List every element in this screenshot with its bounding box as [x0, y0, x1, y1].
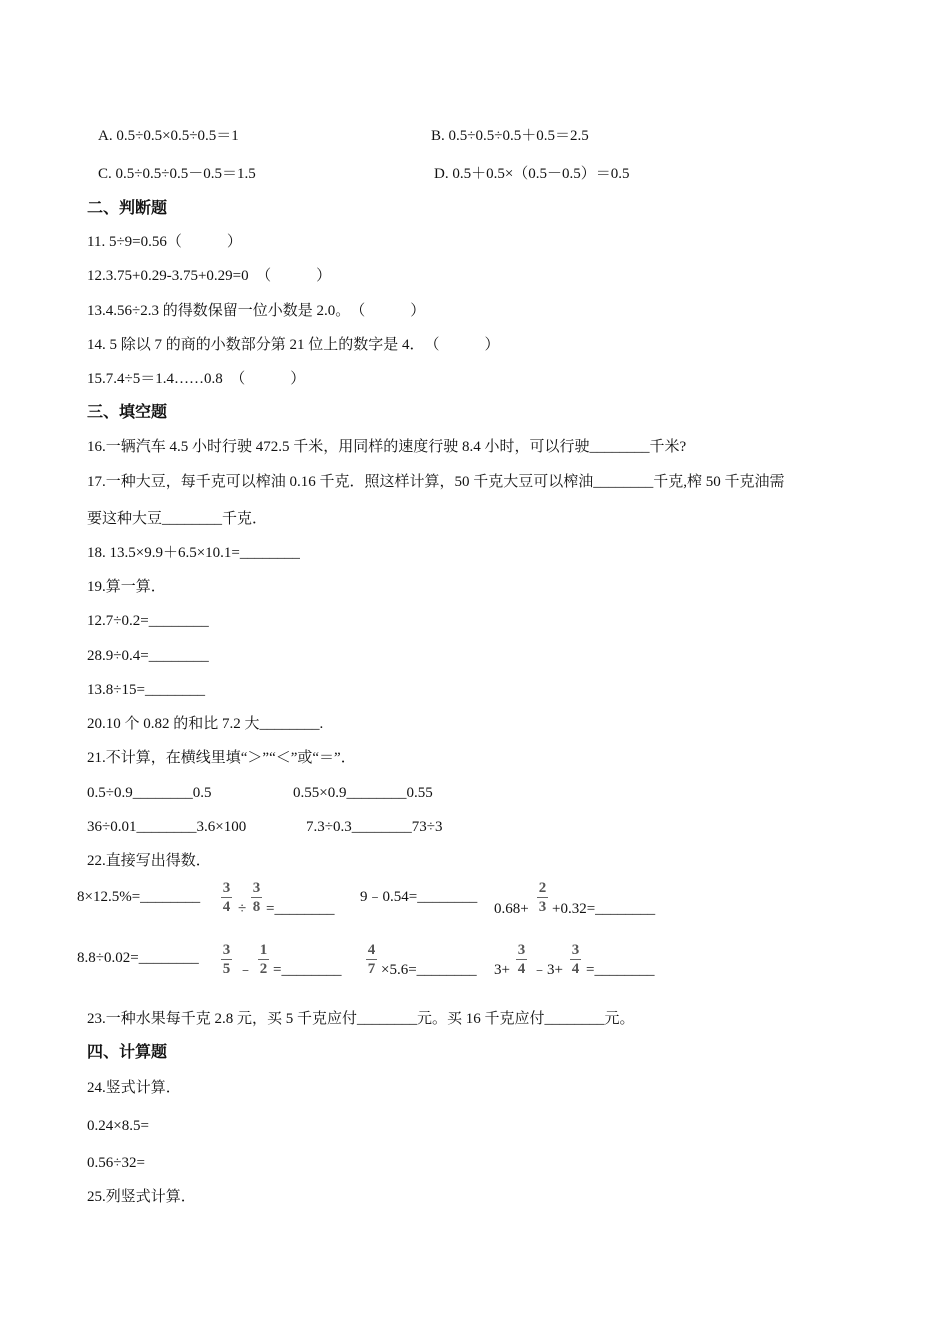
denominator: 5 — [222, 961, 231, 977]
q22-r2-b-op: ﹣ — [238, 962, 254, 978]
q22-r2-c-post: ×5.6=________ — [381, 962, 477, 978]
section-title-fill-in: 三、填空题 — [87, 404, 168, 421]
numerator: 2 — [538, 880, 547, 896]
question-18: 18. 13.5×9.9＋6.5×10.1=________ — [87, 545, 300, 561]
q22-r1-d-pre: 0.68+ — [494, 901, 529, 917]
numerator: 3 — [252, 880, 261, 896]
question-12: 12.3.75+0.29-3.75+0.29=0 （ ） — [87, 268, 332, 284]
question-11: 11. 5÷9=0.56（ ） — [87, 234, 242, 250]
option-b: B. 0.5÷0.5÷0.5＋0.5＝2.5 — [431, 128, 589, 144]
q22-r2-d-eq: =________ — [586, 962, 655, 978]
question-21b: 0.55×0.9________0.55 — [293, 785, 433, 801]
fraction-1-2 — [258, 942, 269, 977]
q22-r2-b-eq: =________ — [273, 962, 342, 978]
question-19a: 12.7÷0.2=________ — [87, 613, 209, 629]
denominator: 3 — [538, 899, 547, 915]
question-21c: 36÷0.01________3.6×100 — [87, 819, 247, 835]
denominator: 4 — [571, 961, 580, 977]
fraction-3-8 — [251, 880, 262, 915]
numerator: 3 — [222, 942, 231, 958]
question-19b: 28.9÷0.4=________ — [87, 648, 209, 664]
option-c: C. 0.5÷0.5÷0.5－0.5＝1.5 — [98, 166, 256, 182]
fraction-3-4 — [221, 880, 232, 915]
question-21d: 7.3÷0.3________73÷3 — [306, 819, 443, 835]
numerator: 4 — [367, 942, 376, 958]
denominator: 2 — [259, 961, 268, 977]
denominator: 4 — [517, 961, 526, 977]
fraction-3-5 — [221, 942, 232, 977]
question-20: 20.10 个 0.82 的和比 7.2 大________. — [87, 716, 324, 732]
denominator: 8 — [252, 899, 261, 915]
question-21: 21.不计算，在横线里填“＞”“＜”或“＝”． — [87, 750, 356, 766]
question-25: 25.列竖式计算． — [87, 1189, 196, 1205]
numerator: 3 — [222, 880, 231, 896]
question-19: 19.算一算． — [87, 579, 166, 595]
q22-r1-b-op: ÷ — [238, 901, 247, 917]
q22-r1-d-post: +0.32=________ — [552, 901, 656, 917]
question-24: 24.竖式计算． — [87, 1080, 181, 1096]
q22-r1-c: 9﹣0.54=________ — [360, 889, 478, 905]
question-21a: 0.5÷0.9________0.5 — [87, 785, 212, 801]
denominator: 4 — [222, 899, 231, 915]
denominator: 7 — [367, 961, 376, 977]
numerator: 1 — [259, 942, 268, 958]
q22-r2-d-mid: ﹣3+ — [532, 962, 563, 978]
question-23: 23.一种水果每千克 2.8 元，买 5 千克应付________元。买 16 千克应付________元。 — [87, 1011, 635, 1027]
q22-r1-b-eq: =________ — [266, 901, 335, 917]
question-24b: 0.56÷32= — [87, 1155, 145, 1171]
section-title-calculation: 四、计算题 — [87, 1044, 168, 1061]
q22-r1-a: 8×12.5%=________ — [77, 889, 201, 905]
numerator: 3 — [517, 942, 526, 958]
numerator: 3 — [571, 942, 580, 958]
section-title-judgement: 二、判断题 — [87, 200, 168, 217]
fraction-4-7 — [366, 942, 377, 977]
question-17-line2: 要这种大豆________千克． — [87, 511, 268, 527]
question-17-line1: 17.一种大豆，每千克可以榨油 0.16 千克．照这样计算，50 千克大豆可以榨油________千克,榨 50 千克油需 — [87, 474, 785, 490]
fraction-2-3 — [537, 880, 548, 915]
question-16: 16.一辆汽车 4.5 小时行驶 472.5 千米，用同样的速度行驶 8.4 小时，可以行驶________千米? — [87, 439, 687, 455]
fraction-3-4-c — [570, 942, 581, 977]
fraction-3-4-b — [516, 942, 527, 977]
question-22: 22.直接写出得数． — [87, 853, 211, 869]
q22-r2-a: 8.8÷0.02=________ — [77, 950, 199, 966]
q22-r2-d-pre: 3+ — [494, 962, 510, 978]
question-14: 14. 5 除以 7 的商的小数部分第 21 位上的数字是 4． （ ） — [87, 337, 500, 353]
question-19c: 13.8÷15=________ — [87, 682, 205, 698]
option-d: D. 0.5＋0.5×（0.5－0.5）＝0.5 — [434, 166, 630, 182]
question-15: 15.7.4÷5＝1.4……0.8 （ ） — [87, 371, 306, 387]
option-a: A. 0.5÷0.5×0.5÷0.5＝1 — [98, 128, 239, 144]
question-13: 13.4.56÷2.3 的得数保留一位小数是 2.0。 （ ） — [87, 303, 426, 319]
question-24a: 0.24×8.5= — [87, 1118, 149, 1134]
